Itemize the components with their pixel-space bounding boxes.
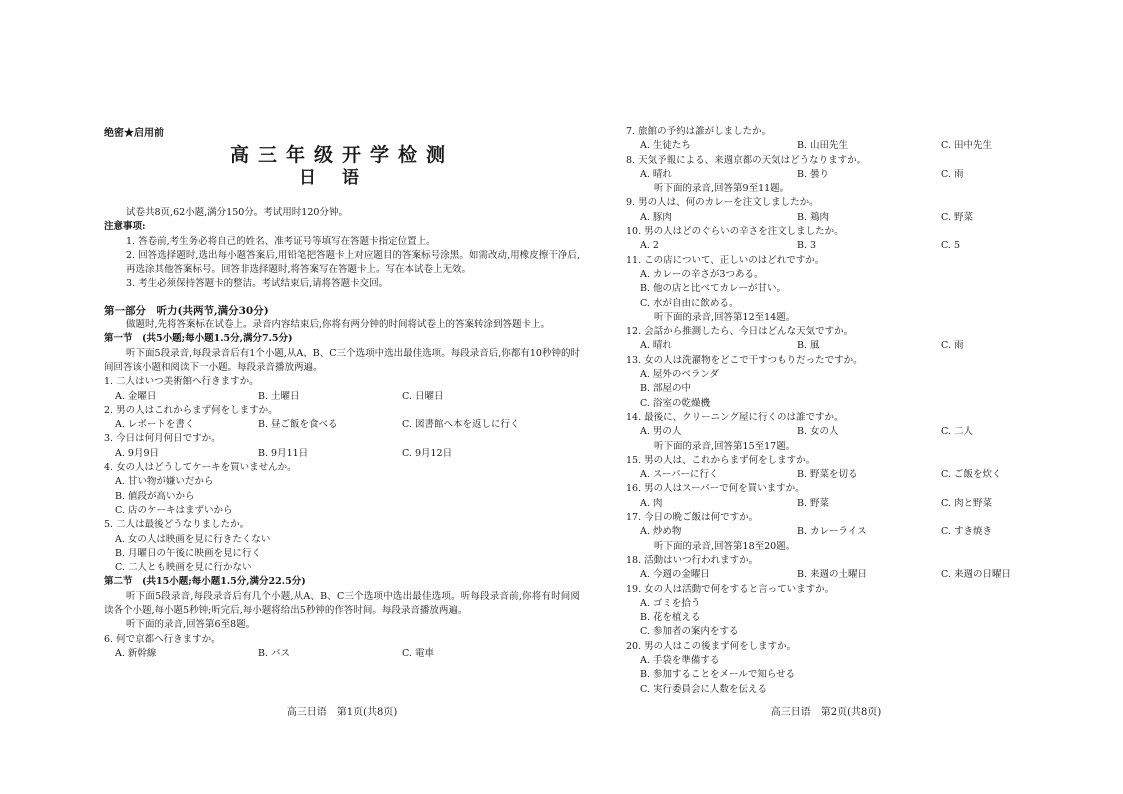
q10-option-b: B. 3 (797, 240, 817, 252)
q8-stem: 8. 天気予報による、来週京都の天気はどうなりますか。 (626, 154, 867, 166)
note-15-17: 听下面的录音,回答第15至17题。 (654, 440, 796, 452)
q13-stem: 13. 女の人は洗濯物をどこで干すつもりだったですか。 (626, 354, 863, 366)
q3-option-a: A. 9月9日 (115, 447, 159, 459)
q12-option-c: C. 雨 (941, 340, 964, 352)
q16-option-a: A. 肉 (640, 497, 663, 509)
q1-stem: 1. 二人はいつ美術館へ行きますか。 (104, 376, 259, 388)
q17-option-a: A. 炒め物 (640, 526, 682, 538)
q20-option-a: A. 手袋を準備する (640, 654, 720, 666)
q13-option-b: B. 部屋の中 (640, 383, 692, 395)
q4-option-b: B. 値段が高いから (115, 490, 195, 502)
q18-option-b: B. 来週の土曜日 (797, 569, 868, 581)
q14-stem: 14. 最後に、クリーニング屋に行くのは誰ですか。 (626, 411, 844, 423)
q8-option-a: A. 晴れ (640, 168, 672, 180)
q17-options (626, 525, 1026, 539)
notice-heading: 注意事项: (104, 221, 146, 233)
q12-stem: 12. 会話から推測したら、今日はどんな天気ですか。 (626, 326, 854, 338)
q7-option-a: A. 生徒たち (640, 140, 691, 152)
q14-option-c: C. 二人 (941, 426, 973, 438)
q3-option-b: B. 9月11日 (258, 447, 309, 459)
q18-options (626, 568, 1026, 582)
q17-option-b: B. カレーライス (797, 526, 867, 538)
q4-option-c: C. 店のケーキはまずいから (115, 504, 233, 516)
q2-options (104, 418, 580, 432)
q12-options (626, 339, 1026, 353)
q19-option-b: B. 花を植える (640, 612, 701, 624)
q6-stem: 6. 何で京都へ行きますか。 (104, 633, 221, 645)
q1-option-b: B. 土曜日 (258, 390, 300, 402)
q7-option-c: C. 田中先生 (941, 140, 992, 152)
q16-option-c: C. 肉と野菜 (941, 497, 992, 509)
note-9-11: 听下面的录音,回答第9至11题。 (654, 183, 790, 195)
note-12-14: 听下面的录音,回答第12至14题。 (654, 311, 796, 323)
q11-option-b: B. 他の店と比べてカレーが甘い。 (640, 283, 787, 295)
q10-option-c: C. 5 (941, 240, 961, 252)
exam-subject: 日语 (299, 168, 385, 188)
q19-stem: 19. 女の人は活動で何をすると言っていますか。 (626, 583, 835, 595)
q15-option-b: B. 野菜を切る (797, 469, 858, 481)
q9-option-a: A. 豚肉 (640, 211, 672, 223)
q20-stem: 20. 男の人はこの後まず何をしますか。 (626, 640, 797, 652)
q2-option-c: C. 図書館へ本を返しに行く (402, 419, 520, 431)
q14-options (626, 425, 1026, 439)
exam-title: 高三年级开学检测 (229, 144, 454, 166)
q13-option-a: A. 屋外のベランダ (640, 369, 720, 381)
q12-option-b: B. 風 (797, 340, 820, 352)
q5-stem: 5. 二人は最後どうなりましたか。 (104, 519, 250, 531)
q6-option-a: A. 新幹線 (115, 647, 157, 659)
q10-stem: 10. 男の人はどのぐらいの辛さを注文しましたか。 (626, 226, 844, 238)
confidential-label: 绝密★启用前 (104, 128, 164, 139)
section1-desc: 听下面5段录音,每段录音后有1个小题,从A、B、C三个选项中选出最佳选项。每段录音后,你都有10秒钟的时间回答该小题和阅读下一小题。每段录音播放两遍。 (104, 347, 580, 373)
q13-option-c: C. 浴室の乾燥機 (640, 397, 710, 409)
q3-options (104, 447, 580, 461)
q7-stem: 7. 旅館の予約は誰がしましたか。 (626, 126, 772, 137)
exam-intro: 试卷共8页,62小题,满分150分。考试用时120分钟。 (126, 207, 348, 218)
q17-option-c: C. すき焼き (941, 526, 992, 538)
q17-stem: 17. 今日の晩ご飯は何ですか。 (626, 512, 759, 524)
section1-heading: 第一节 (共5小题;每小题1.5分,满分7.5分) (104, 333, 293, 345)
note-18-20: 听下面的录音,回答第18至20题。 (654, 540, 796, 552)
q8-option-c: C. 雨 (941, 168, 964, 180)
q14-option-b: B. 女の人 (797, 426, 839, 438)
notice-item-1: 1. 答卷前,考生务必将自己的姓名、准考证号等填写在答题卡指定位置上。 (126, 235, 436, 247)
q1-option-a: A. 金曜日 (115, 390, 157, 402)
q8-option-b: B. 曇り (797, 168, 830, 180)
q10-option-a: A. 2 (640, 240, 659, 252)
q10-options (626, 239, 1026, 253)
q7-option-b: B. 山田先生 (797, 140, 849, 152)
q18-option-a: A. 今週の金曜日 (640, 569, 710, 581)
q9-stem: 9. 男の人は、何のカレーを注文しましたか。 (626, 197, 819, 209)
section2-heading: 第二节 (共15小题;每小题1.5分,满分22.5分) (104, 576, 306, 588)
q16-options (626, 497, 1026, 511)
q15-options (626, 468, 1026, 482)
q9-option-b: B. 鶏肉 (797, 211, 830, 223)
q2-option-a: A. レポートを書く (115, 419, 195, 431)
page-1-footer: 高三日语 第1页(共8页) (286, 707, 398, 718)
notice-item-3: 3. 考生必须保持答题卡的整洁。考试结束后,请将答题卡交回。 (126, 278, 389, 290)
q11-option-c: C. 水が自由に飲める。 (640, 297, 739, 309)
q3-stem: 3. 今日は何月何日ですか。 (104, 433, 221, 445)
q8-options (626, 168, 1026, 182)
q1-options (104, 390, 580, 404)
page-2-body (626, 125, 1026, 697)
q11-stem: 11. この店について、正しいのはどれですか。 (626, 254, 825, 266)
q20-option-c: C. 実行委員会に人数を伝える (640, 683, 767, 695)
q6-option-c: C. 電車 (402, 647, 434, 659)
q4-stem: 4. 女の人はどうしてケーキを買いませんか。 (104, 462, 297, 474)
q19-option-a: A. ゴミを拾う (640, 597, 701, 609)
note-6-8: 听下面的录音,回答第6至8题。 (126, 619, 256, 631)
q18-option-c: C. 来週の日曜日 (941, 569, 1011, 581)
q20-option-b: B. 参加することをメールで知らせる (640, 669, 796, 681)
part1-heading: 第一部分 听力(共两节,满分30分) (104, 304, 269, 317)
q6-option-b: B. バス (258, 647, 291, 659)
section2-desc: 听下面5段录音,每段录音后有几个小题,从A、B、C三个选项中选出最佳选项。听每段录音前,你将有时间阅读各个小题,每小题5秒钟;听完后,每小题将给出5秒钟的作答时间。每段录音播放两遍。 (104, 590, 580, 617)
q2-stem: 2. 男の人はこれからまず何をしますか。 (104, 404, 278, 416)
q6-options (104, 647, 580, 661)
q2-option-b: B. 昼ご飯を食べる (258, 419, 338, 431)
q14-option-a: A. 男の人 (640, 426, 682, 438)
q15-stem: 15. 男の人は、これからまず何をしますか。 (626, 454, 816, 466)
q4-option-a: A. 甘い物が嫌いだから (115, 476, 214, 488)
part1-desc: 做题时,先将答案标在试卷上。录音内容结束后,你将有两分钟的时间将试卷上的答案转涂到答题卡上。 (126, 319, 551, 331)
q11-option-a: A. カレーの辛さが3つある。 (640, 268, 764, 280)
q5-option-b: B. 月曜日の午後に映画を見に行く (115, 547, 262, 559)
q12-option-a: A. 晴れ (640, 340, 672, 352)
q18-stem: 18. 活動はいつ行われますか。 (626, 554, 759, 566)
page-1-body (104, 206, 580, 661)
q5-option-c: C. 二人とも映画を見に行かない (115, 562, 252, 574)
q3-option-c: C. 9月12日 (402, 447, 453, 459)
q9-option-c: C. 野菜 (941, 211, 973, 223)
q9-options (626, 211, 1026, 225)
q5-option-a: A. 女の人は映画を見に行きたくない (115, 533, 271, 545)
q19-option-c: C. 参加者の案内をする (640, 626, 739, 638)
q16-option-b: B. 野菜 (797, 497, 830, 509)
q15-option-a: A. スーパーに行く (640, 469, 719, 481)
notice-item-2: 2. 回答选择题时,选出每小题答案后,用铅笔把答题卡上对应题目的答案标号涂黑。如需改动,用橡皮擦干净后,再选涂其他答案标号。回答非选择题时,将答案写在答题卡上。写在本试卷上无效。 (126, 249, 580, 276)
q15-option-c: C. ご飯を炊く (941, 469, 1002, 481)
q7-options (626, 139, 1026, 153)
page-2-footer: 高三日语 第2页(共8页) (770, 707, 882, 718)
q16-stem: 16. 男の人はスーパーで何を買いますか。 (626, 483, 805, 495)
q1-option-c: C. 日曜日 (402, 390, 444, 402)
